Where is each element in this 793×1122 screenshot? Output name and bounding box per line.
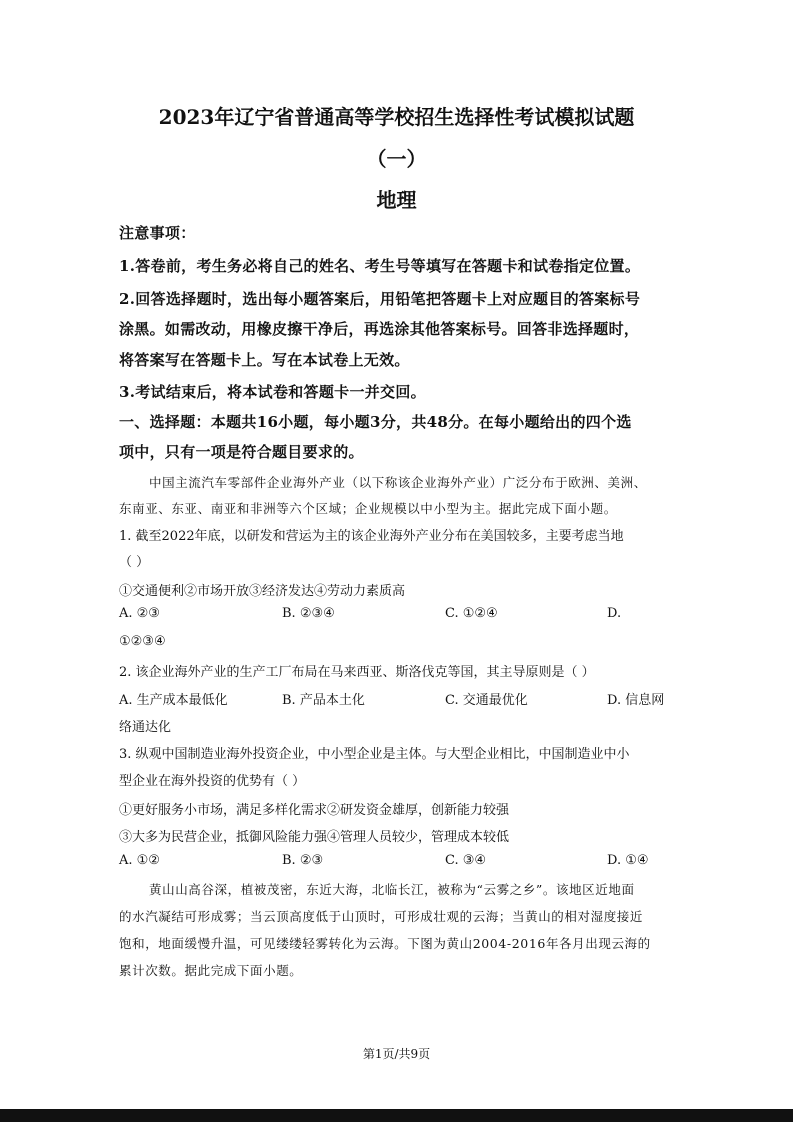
exam-title: 2023年辽宁省普通高等学校招生选择性考试模拟试题 — [158, 105, 635, 129]
question-2-option-b: B. 产品本土化 — [282, 693, 365, 708]
passage-2-line-3: 饱和，地面缓慢升温，可见缕缕轻雾转化为云海。下图为黄山2004-2016年各月出现云海的 — [119, 936, 651, 951]
question-2-option-a: A. 生产成本最低化 — [119, 693, 228, 708]
notice-heading: 注意事项： — [119, 224, 196, 242]
question-1-option-c: C. ①②④ — [445, 606, 498, 621]
question-1-option-d-wrap: ①②③④ — [119, 634, 166, 649]
question-1-option-a: A. ②③ — [119, 606, 160, 621]
bottom-divider — [0, 1109, 793, 1122]
exam-subtitle: （一） — [366, 147, 427, 171]
passage-1-line-2: 东南亚、东亚、南亚和非洲等六个区域；企业规模以中小型为主。据此完成下面小题。 — [119, 501, 617, 516]
question-1-stem-line-2: （ ） — [119, 555, 150, 570]
notice-item-2-line-2: 涂黑。如需改动，用橡皮擦干净后，再选涂其他答案标号。回答非选择题时， — [119, 320, 640, 338]
question-1-option-d: D. — [607, 606, 622, 621]
question-2-stem: 2. 该企业海外产业的生产工厂布局在马来西亚、斯洛伐克等国，其主导原则是（ ） — [119, 665, 595, 680]
passage-2-line-4: 累计次数。据此完成下面小题。 — [119, 963, 303, 978]
notice-item-2-line-1: 2.回答选择题时，选出每小题答案后，用铅笔把答题卡上对应题目的答案标号 — [119, 290, 641, 308]
question-2-option-d-wrap: 络通达化 — [119, 720, 172, 735]
subject-title: 地理 — [376, 188, 417, 212]
question-1-stem-line-1: 1. 截至2022年底，以研发和营运为主的该企业海外产业分布在美国较多，主要考虑当地 — [119, 529, 624, 544]
section-1-heading-line-2: 项中，只有一项是符合题目要求的。 — [119, 443, 364, 461]
question-3-option-d: D. ①④ — [607, 853, 649, 868]
notice-item-1: 1.答卷前，考生务必将自己的姓名、考生号等填写在答题卡和试卷指定位置。 — [119, 257, 641, 275]
question-3-option-b: B. ②③ — [282, 853, 324, 868]
question-3-option-c: C. ③④ — [445, 853, 487, 868]
question-1-option-b: B. ②③④ — [282, 606, 335, 621]
question-2-option-c: C. 交通最优化 — [445, 693, 528, 708]
passage-2-line-2: 的水汽凝结可形成雾；当云顶高度低于山顶时，可形成壮观的云海；当黄山的相对湿度接近 — [119, 909, 644, 924]
passage-1-line-1: 中国主流汽车零部件企业海外产业（以下称该企业海外产业）广泛分布于欧洲、美洲、 — [149, 475, 647, 490]
question-3-stem-line-2: 型企业在海外投资的优势有（ ） — [119, 774, 306, 789]
question-1-factors: ①交通便利②市场开放③经济发达④劳动力素质高 — [119, 584, 406, 599]
question-3-option-a: A. ①② — [119, 853, 160, 868]
question-2-option-d: D. 信息网 — [607, 693, 665, 708]
question-3-factors-line-2: ③大多为民营企业，抵御风险能力强④管理人员较少，管理成本较低 — [119, 830, 510, 845]
question-3-factors-line-1: ①更好服务小市场，满足多样化需求②研发资金雄厚，创新能力较强 — [119, 803, 510, 818]
section-1-heading-line-1: 一、选择题：本题共16小题，每小题3分，共48分。在每小题给出的四个选 — [119, 413, 632, 431]
page-number: 第1页/共9页 — [362, 1047, 431, 1061]
passage-2-line-1: 黄山山高谷深，植被茂密，东近大海，北临长江，被称为“云雾之乡”。该地区近地面 — [149, 882, 635, 897]
notice-item-2-line-3: 将答案写在答题卡上。写在本试卷上无效。 — [119, 351, 410, 369]
notice-item-3: 3.考试结束后，将本试卷和答题卡一并交回。 — [119, 383, 426, 401]
question-3-stem-line-1: 3. 纵观中国制造业海外投资企业，中小型企业是主体。与大型企业相比，中国制造业中小 — [119, 747, 630, 762]
